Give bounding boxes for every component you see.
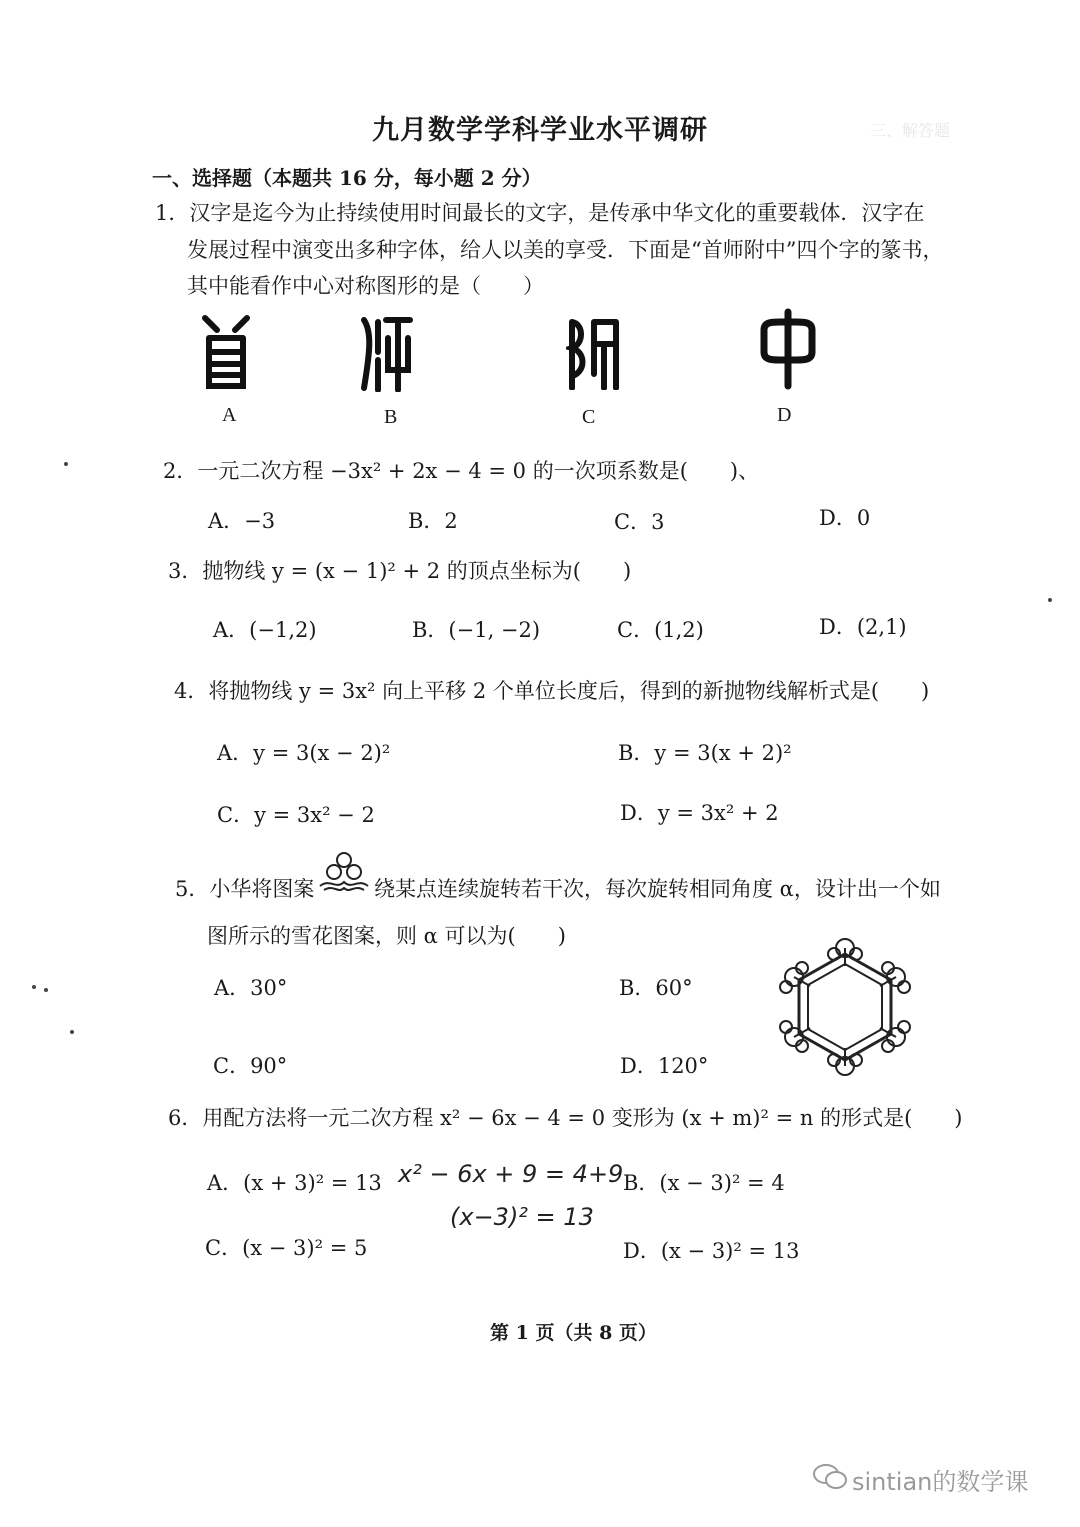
- q2-option-d: D．0: [819, 506, 871, 530]
- q4-stem: 4．将抛物线 y = 3x² 向上平移 2 个单位长度后，得到的新抛物线解析式是( ): [174, 679, 930, 703]
- q6-option-d: D．(x − 3)² = 13: [623, 1239, 800, 1263]
- q1-line1: 1．汉字是迄今为止持续使用时间最长的文字，是传承中华文化的重要载体．汉字在: [155, 201, 925, 225]
- wechat-logo-icon: [812, 1462, 848, 1496]
- seal-zhong-icon: [756, 308, 820, 390]
- handwritten-work-line2: (x−3)² = 13: [450, 1203, 594, 1231]
- watermark-text: sintian的数学课: [852, 1468, 1029, 1496]
- q1-line2: 发展过程中演变出多种字体，给人以美的享受．下面是“首师附中”四个字的篆书，: [187, 238, 944, 262]
- q5-option-d: D．120°: [620, 1054, 709, 1078]
- q5-option-b: B．60°: [619, 976, 693, 1000]
- q2-option-c: C．3: [614, 510, 665, 534]
- q5-line1b: 绕某点连续旋转若干次，每次旋转相同角度 α，设计出一个如: [374, 877, 941, 901]
- scan-speck: [44, 988, 48, 992]
- scan-speck: [1048, 598, 1052, 602]
- q3-option-b: B．(−1, −2): [412, 618, 541, 642]
- q6-option-b: B．(x − 3)² = 4: [623, 1171, 785, 1195]
- seal-shi-icon: [358, 312, 414, 392]
- scan-speck: [64, 462, 68, 466]
- q4-option-c: C．y = 3x² − 2: [217, 803, 375, 827]
- scan-speck: [32, 985, 36, 989]
- q5-option-a: A．30°: [214, 976, 288, 1000]
- bleed-through-text: 三、解答题: [870, 121, 951, 140]
- page-title: 九月数学学科学业水平调研: [372, 115, 708, 146]
- page-footer: 第 1 页（共 8 页）: [490, 1322, 657, 1344]
- q3-option-a: A．(−1,2): [213, 618, 317, 642]
- handwritten-work-line1: x² − 6x + 9 = 4+9: [398, 1160, 624, 1188]
- q6-option-a: A．(x + 3)² = 13: [207, 1171, 382, 1195]
- seal-character-b: [358, 312, 414, 403]
- q2-stem: 2．一元二次方程 −3x² + 2x − 4 = 0 的一次项系数是( )、: [163, 459, 760, 483]
- q2-option-b: B．2: [408, 509, 458, 533]
- q5-line2: 图所示的雪花图案，则 α 可以为( ): [207, 924, 566, 948]
- q3-option-d: D．(2,1): [819, 615, 907, 639]
- seal-character-a: [195, 312, 257, 401]
- q6-stem: 6．用配方法将一元二次方程 x² − 6x − 4 = 0 变形为 (x + m)² = n 的形式是( ): [168, 1106, 963, 1130]
- q3-option-c: C．(1,2): [617, 618, 704, 642]
- seal-label-b: B: [384, 406, 398, 428]
- section-heading: 一、选择题（本题共 16 分，每小题 2 分）: [152, 166, 542, 190]
- seal-fu-icon: [566, 314, 620, 390]
- q4-option-a: A．y = 3(x − 2)²: [217, 741, 391, 765]
- q4-option-b: B．y = 3(x + 2)²: [618, 741, 792, 765]
- knot-pattern-icon: [316, 850, 372, 898]
- q5-line1a: 5．小华将图案: [175, 877, 315, 901]
- q3-stem: 3．抛物线 y = (x − 1)² + 2 的顶点坐标为( ): [168, 559, 632, 583]
- seal-label-d: D: [777, 404, 792, 426]
- seal-shou-icon: [195, 312, 257, 390]
- seal-label-c: C: [582, 406, 596, 428]
- seal-character-d: [756, 308, 820, 401]
- q4-option-d: D．y = 3x² + 2: [620, 801, 779, 825]
- seal-character-c: [566, 314, 620, 401]
- scan-speck: [70, 1030, 74, 1034]
- snowflake-figure: [770, 932, 920, 1086]
- q6-option-c: C．(x − 3)² = 5: [205, 1236, 368, 1260]
- q5-option-c: C．90°: [213, 1054, 288, 1078]
- q2-option-a: A．−3: [208, 509, 276, 533]
- seal-label-a: A: [222, 404, 237, 426]
- q1-line3: 其中能看作中心对称图形的是（ ）: [187, 274, 544, 298]
